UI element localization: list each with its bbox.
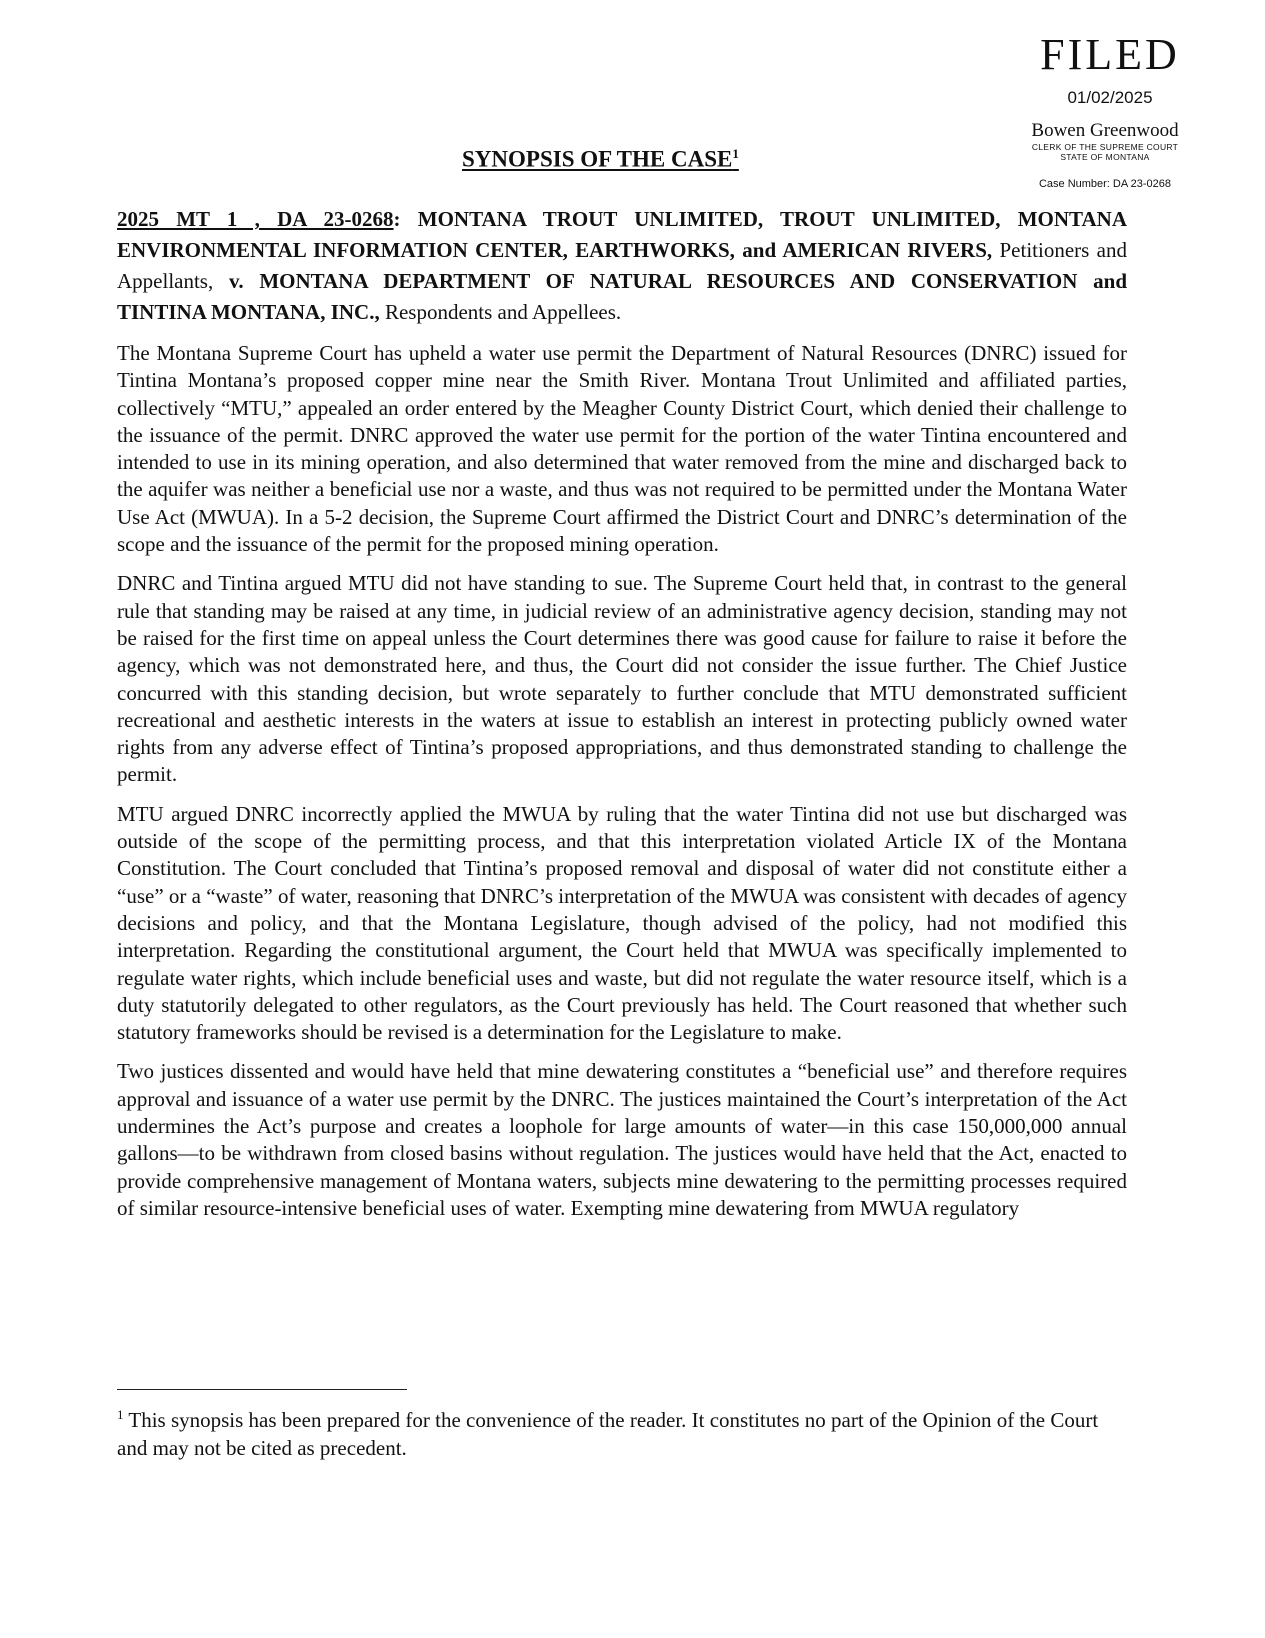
versus: v. [229, 269, 244, 293]
petitioners-role: Petitioners and Appellants, [117, 238, 1127, 293]
filed-stamp [965, 30, 1195, 190]
paragraph-holding: The Montana Supreme Court has upheld a water use permit the Department of Natural Resources (DNRC) issued for Tintina Montana’s proposed copper mine near the Smith River. Montana Trout Unlimited and affiliated parties, collectively “MTU,” appealed an order entered by the Meagher County District Court, which denied their challenge to the issuance of the permit. DNRC approved the water use permit for the portion of the water Tintina encountered and intended to use in its mining operation, and also determined that water removed from the mine and discharged back to the aquifer was neither a beneficial use nor a waste, and thus was not required to be permitted under the Montana Water Use Act (MWUA). In a 5-2 decision, the Supreme Court affirmed the District Court and DNRC’s determination of the scope and the issuance of the permit for the proposed mining operation. [117, 341, 1127, 557]
title-text: SYNOPSIS OF THE CASE [462, 146, 733, 172]
title-footnote-ref: 1 [732, 146, 739, 161]
paragraph-dissent: Two justices dissented and would have held that mine dewatering constitutes a “beneficial use” and therefore requires approval and issuance of a water use permit by the DNRC. The justices maintained the Court’s interpretation of the Act undermines the Act’s purpose and creates a loophole for large amounts of water—in this case 150,000,000 annual gallons—to be withdrawn from closed basins without regulation. The justices would have held that the Act, enacted to provide comprehensive management of Montana waters, subjects mine dewatering to the permitting processes required of similar resource-intensive beneficial uses of water. Exempting mine dewatering from MWUA regulatory [117, 1059, 1127, 1220]
caption-colon: : [393, 207, 418, 231]
page-title [462, 146, 739, 173]
document-body [117, 204, 1127, 1234]
clerk-title: CLERK OF THE SUPREME COURT [1031, 142, 1179, 152]
footnote [117, 1401, 1127, 1462]
respondents-role: Respondents and Appellees. [379, 300, 622, 324]
footnote-text: This synopsis has been prepared for the convenience of the reader. It constitutes no part of the Opinion of the Court and may not be cited as precedent. [117, 1408, 1099, 1460]
case-caption [117, 204, 1127, 328]
case-number: Case Number: DA 23-0268 [1038, 178, 1172, 190]
footnote-divider [117, 1389, 407, 1390]
respondents-names: MONTANA DEPARTMENT OF NATURAL RESOURCES AND CONSERVATION and TINTINA MONTANA, INC., [117, 269, 1127, 324]
paragraph-mwua: MTU argued DNRC incorrectly applied the MWUA by ruling that the water Tintina did not use but discharged was outside of the scope of the permitting process, and that this interpretation violated Article IX of the Montana Constitution. The Court concluded that Tintina’s proposed removal and disposal of water did not constitute either a “use” or a “waste” of water, reasoning that DNRC’s interpretation of the MWUA was consistent with decades of agency decisions and policy, and that the Montana Legislature, though advised of the policy, had not modified this interpretation. Regarding the constitutional argument, the Court held that MWUA was specifically implemented to regulate water rights, which include beneficial uses and waste, but did not regulate the water resource itself, which is a duty statutorily delegated to other regulators, as the Court previously has held. The Court reasoned that whether such statutory frameworks should be revised is a determination for the Legislature to make. [117, 801, 1127, 1045]
petitioners-names: MONTANA TROUT UNLIMITED, TROUT UNLIMITED, MONTANA ENVIRONMENTAL INFORMATION CENTER, EARTHWORKS, and AMERICAN RIVERS, [117, 207, 1127, 262]
filed-date: 01/02/2025 [1067, 88, 1153, 107]
clerk-name: Bowen Greenwood [1031, 120, 1179, 141]
paragraph-standing: DNRC and Tintina argued MTU did not have standing to sue. The Supreme Court held that, in contrast to the general rule that standing may be raised at any time, in judicial review of an administrative agency decision, standing may not be raised for the first time on appeal unless the Court determines there was good cause for failure to raise it before the agency, which was not demonstrated here, and thus, the Court did not consider the issue further. The Chief Justice concurred with this standing decision, but wrote separately to further conclude that MTU demonstrated sufficient recreational and aesthetic interests in the waters at issue to establish an interest in protecting publicly owned water rights from any adverse effect of Tintina’s proposed appropriations, and thus demonstrated standing to challenge the permit. [117, 571, 1127, 787]
footnote-marker: 1 [117, 1407, 124, 1422]
filed-label: FILED [1040, 30, 1180, 79]
case-citation: 2025 MT 1 , DA 23-0268 [117, 207, 394, 231]
clerk-state: STATE OF MONTANA [1060, 152, 1150, 162]
